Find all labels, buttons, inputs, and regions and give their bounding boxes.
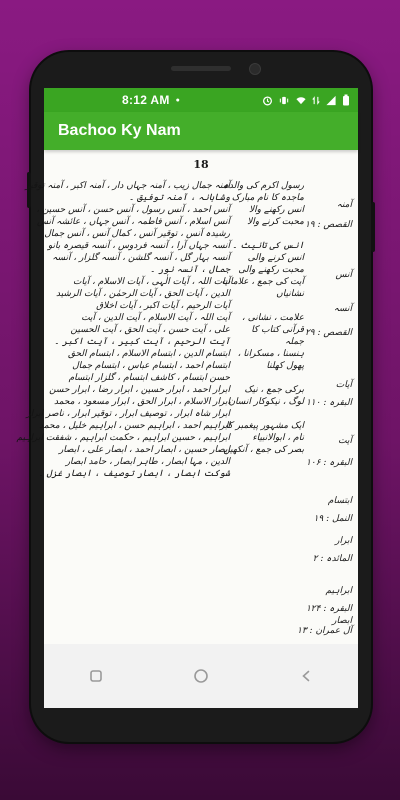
name-line: آنسہ بہار گل ، آنسہ گلشن ، آنسہ گلزار ، آنسہ [52,253,230,263]
app-bar [44,112,358,150]
battery-icon [342,94,350,106]
headword: آنسہ [333,304,352,314]
vibrate-icon [278,95,290,106]
wifi-icon [295,95,307,106]
app-screen [16,88,358,708]
headword: ابتسام [327,496,352,506]
back-button[interactable] [286,656,326,696]
meaning-line: بصر کی جمع ، آنکھیں [223,445,304,455]
name-line: آنسہ جہاں آرا ، آنسہ فردوس ، آنسہ قیصرہ بانو [47,241,230,251]
notification-dot-icon: ● [175,96,180,104]
name-line: آیت الرحیم ، آیت کبیر ، آیت اکبر ۔ [54,337,230,347]
meaning-line: محبت رکھنے والی [238,265,304,275]
meaning-line: جملہ [284,337,304,347]
name-line: ابصار حسین ، ابصار احمد ، ابصار علی ، ابصار [58,445,230,455]
headword: البقرہ : ۱۱۰ [305,398,352,408]
meaning-line: رسول اکرم کی والدہ [223,181,304,191]
back-icon [299,669,313,683]
headword: آمنہ [336,200,352,210]
name-line: جمال ، آنسہ نور ۔ [150,265,230,275]
name-line: آنس احمد ، آنس رسول ، آنس حسن ، آنس حسین ، [36,205,230,215]
headword: ابرار [335,536,352,546]
meaning-line: نام ، ابوالانبیاء [252,433,304,443]
alarm-icon [262,95,273,106]
headword: القصص : ۱۹ [304,220,352,230]
home-icon [193,668,209,684]
names-column [16,180,230,480]
name-line: حسن ابتسام ، کاشف ابتسام ، گلزار ابتسام [68,373,230,383]
headword: المائدہ : ۲ [312,554,352,564]
name-line: آیت اللہ ، آیت الاسلام ، آیت الدین ، آیت [81,313,230,323]
scanned-book-page[interactable] [16,150,358,644]
name-line: شوکت ابصار ، ابصار توصیف ، ابصار غزل ۔ [38,469,230,479]
name-line: ابرار شاہ ابرار ، توصیف ابرار ، توقیر ابرار ، ناصر ابرار [26,409,230,419]
name-line: وشاہانہ ، آمنہ توفیق ۔ [128,193,230,203]
name-line: ابراہیم احمد ، ابراہیم حسن ، ابراہیم خلیل ، محمد [39,421,230,431]
power-button [371,202,375,252]
headword: آیات [335,380,352,390]
recent-apps-icon [89,669,103,683]
headwords-column [297,180,352,640]
status-bar [44,88,358,112]
meaning-line [234,372,304,384]
meaning-line: پھول کھلنا [266,361,304,371]
meaning-line: محبت کرنے والا [247,217,304,227]
signal-icon [325,95,337,106]
meaning-line: ماجدہ کا نام مبارک [231,193,304,203]
meaning-line [234,408,304,420]
headword: آیت [338,436,352,446]
meaning-line: برکی جمع ، نیک [244,385,304,395]
name-line: آیات الرحیم ، آیات اکبر ، آیات اخلاق [96,301,230,311]
meaning-line: نشانیاں [276,289,304,299]
meanings-column [221,180,304,456]
meaning-line: قرآنی کتاب کا [251,325,304,335]
name-line: ابتسام الدین ، ابتسام الاسلام ، ابتسام الحق [67,349,230,359]
home-button[interactable] [181,656,221,696]
recent-apps-button[interactable] [76,656,116,696]
navigation-bar [44,644,358,708]
headword: ابصار [332,616,352,626]
headword: النمل : ۱۹ [313,514,352,524]
speaker-grille [171,66,231,71]
name-line: ابتسام احمد ، ابتسام عباس ، ابتسام جمال [72,361,230,371]
meaning-line: انس کرنے والی [247,253,304,263]
page-number: 18 [193,158,209,171]
phone-frame [16,52,371,742]
front-camera [249,63,261,75]
name-line: الدین ، مہا ابصار ، طاہر ابصار ، حامد ابصار [65,457,230,467]
name-line: رشیدہ آنس ، توقیر آنس ، کمال آنس ، آنس جمال [44,229,230,239]
headword: آنس [335,270,352,280]
name-line: آمنہ جمال زیب ، آمنہ جہاں دار ، آمنہ اکبر ، آمنہ توقیر [25,181,230,191]
headword: ابراہیم [325,586,352,596]
name-line: ابراہیم ، حسین ابراہیم ، حکمت ابراہیم ، شفقت ابراہیم [16,433,230,443]
name-line: علی ، آیت حسن ، آیت الحق ، آیت الحسین [70,325,230,335]
meaning-line: ہنسنا ، مسکرانا ، [237,349,304,359]
meaning-line [234,300,304,312]
meaning-line: علامت ، نشانی ، [241,313,304,323]
headword: القصص : ۲۹ [304,328,352,338]
meaning-line [234,228,304,240]
data-arrows-icon [312,95,320,106]
name-line: الدین ، آیات الحق ، آیات الرحمٰن ، آیات الرشید [55,289,230,299]
name-line: ابرار الاسلام ، ابرار الحق ، ابرار مسعود ، محمد [54,397,230,407]
meaning-line: انس رکھنے والا [249,205,304,215]
status-time: 8:12 AM [122,93,170,107]
name-line: آنس اسلام ، آنس فاطمہ ، آنس جہاں ، عائشہ آنس [36,217,230,227]
meaning-line: لوگ ، نیکوکار انسان [228,397,304,407]
headword: البقرہ : ۱۰۶ [305,458,352,468]
headword: آل عمران : ۱۳ [297,626,352,636]
headword: البقرہ : ۱۲۴ [305,604,352,614]
app-title: Bachoo Ky Nam [58,122,181,139]
meaning-line: آیت کی جمع ، علامات [221,277,304,287]
name-line: ابرار احمد ، ابرار حسین ، ابرار رضا ، ابرار حسن [49,385,230,395]
meaning-line: انس کی تانیث ۔ [232,241,304,251]
meaning-line: ایک مشہور پیغمبر کا [225,421,304,431]
name-line: آیات اللہ ، آیات الٰہی ، آیات الاسلام ، آیات [73,277,230,287]
